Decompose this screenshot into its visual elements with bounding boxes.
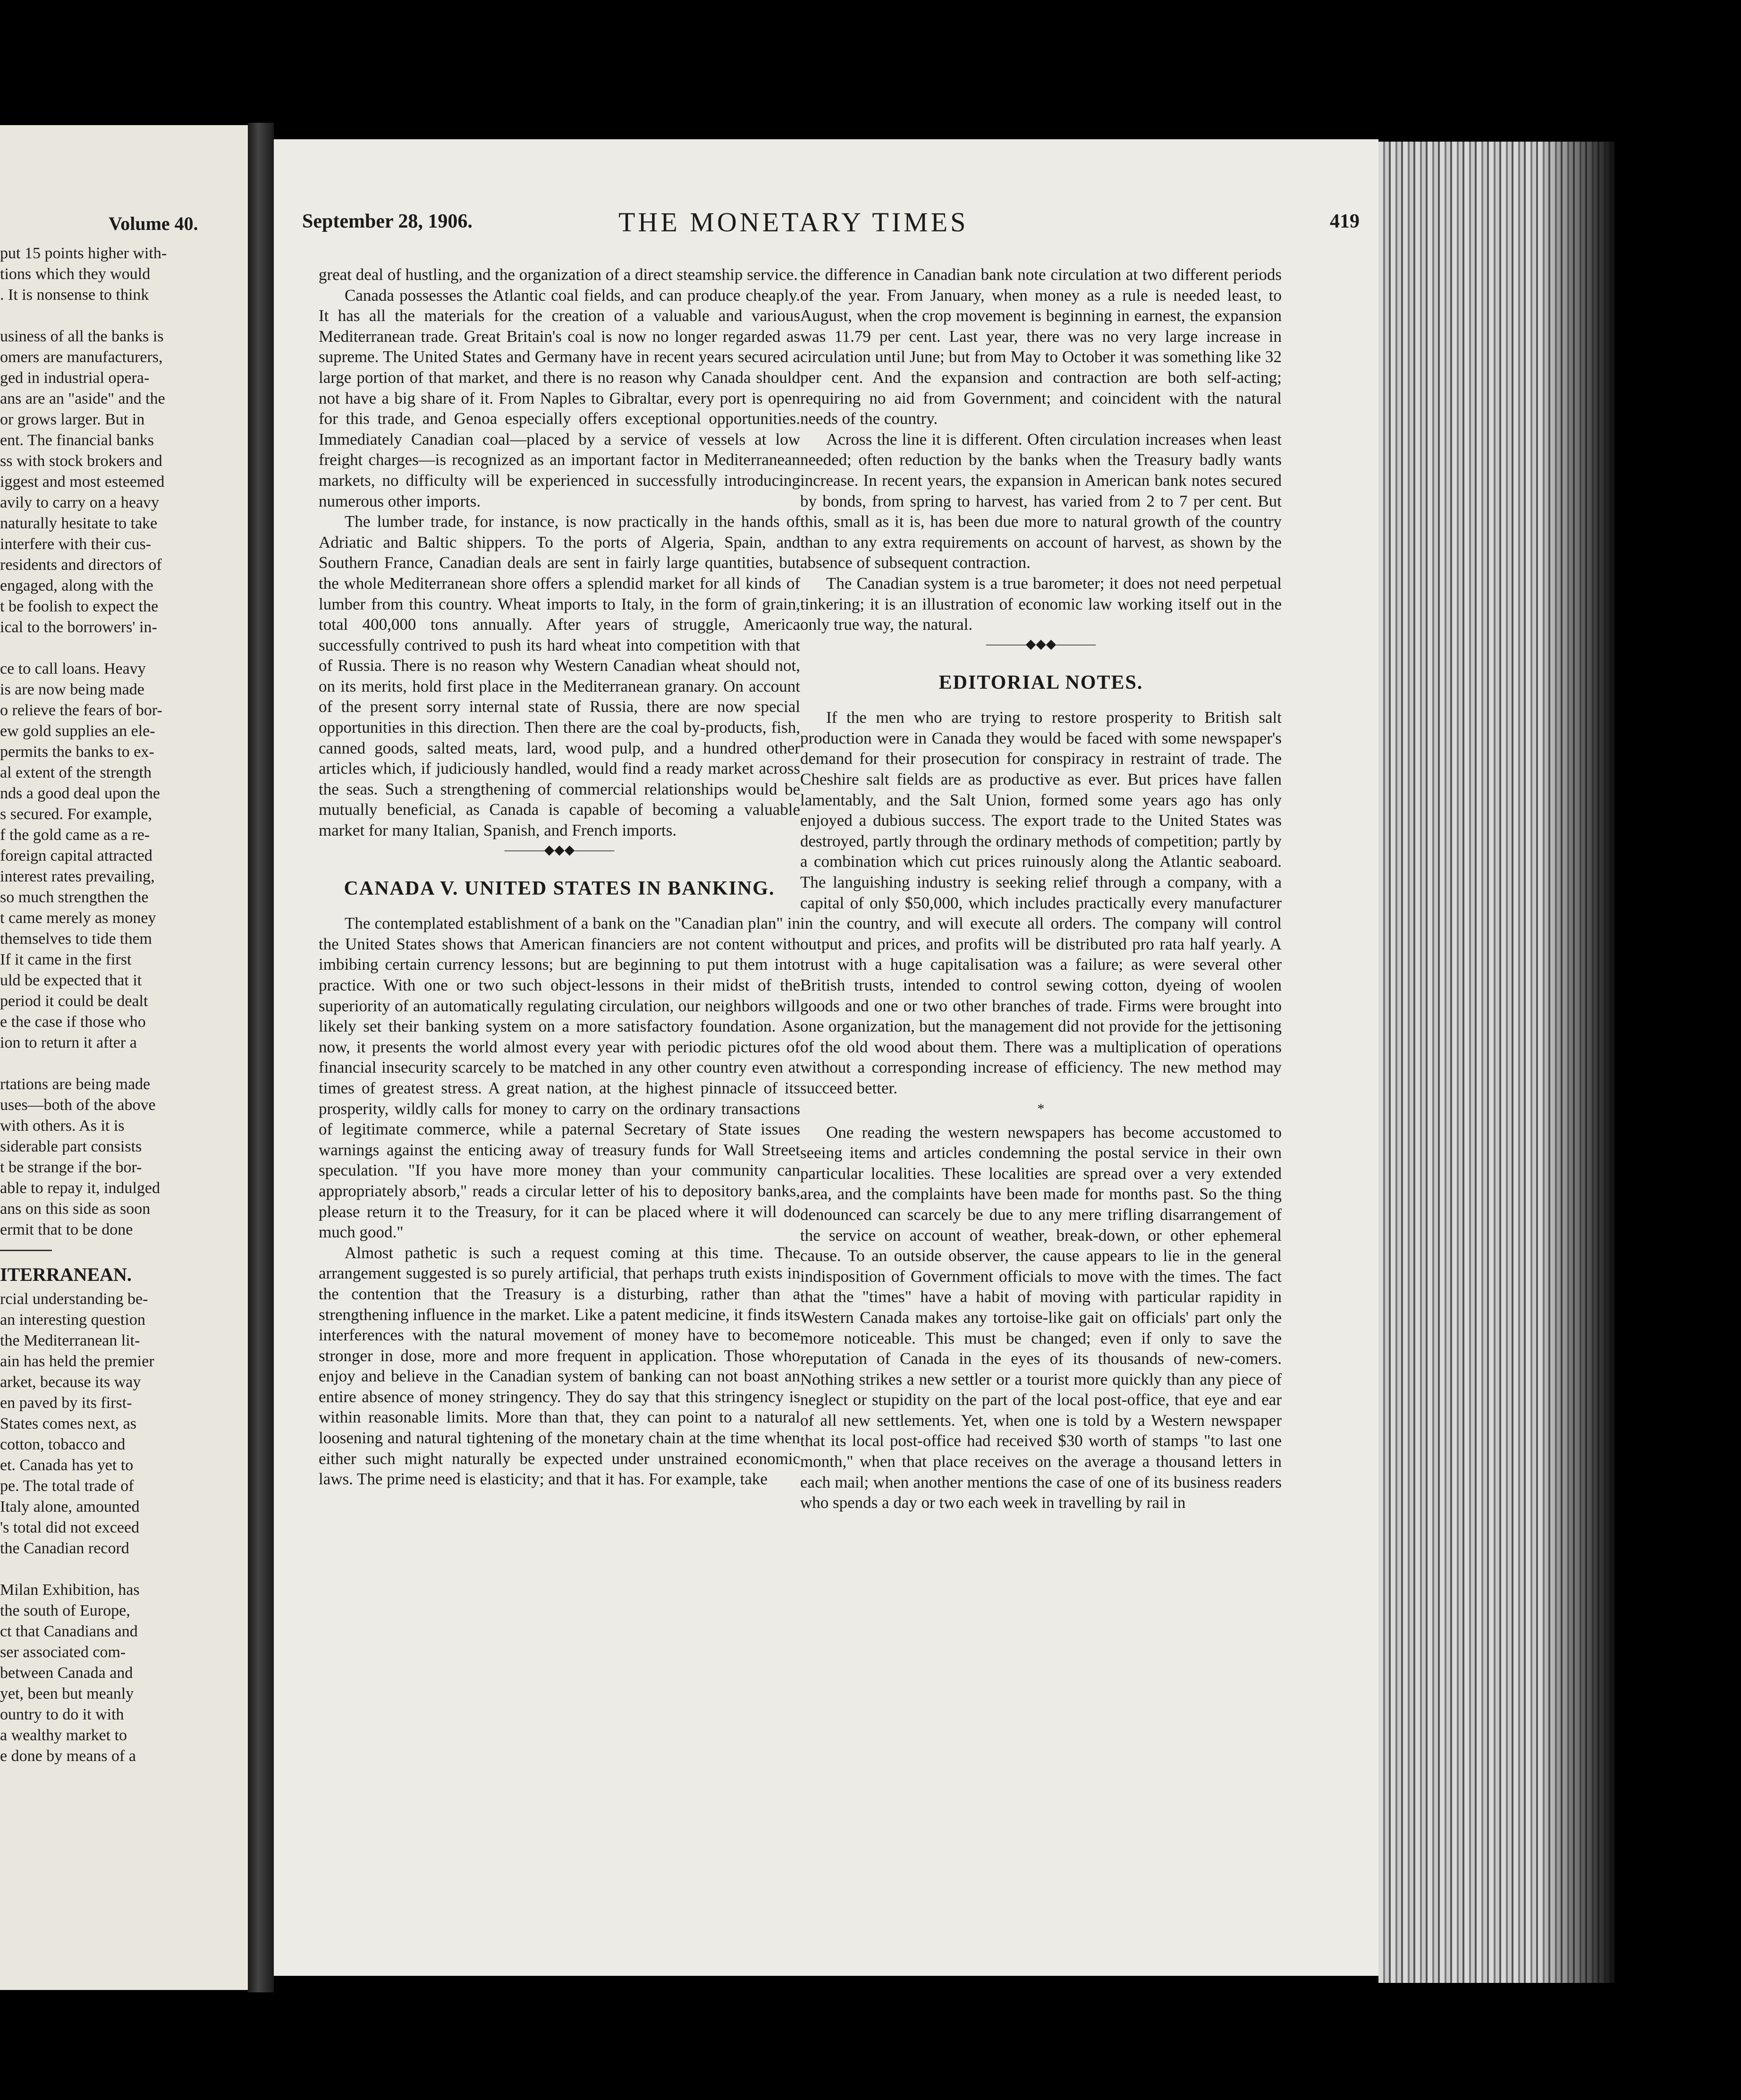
left-page-rule [0, 1250, 52, 1251]
left-page-line: foreign capital attracted [0, 847, 152, 864]
left-page-line [0, 305, 236, 326]
left-page-line: interfere with their cus- [0, 535, 152, 553]
left-page-line: permits the banks to ex- [0, 743, 154, 761]
left-page-line: f the gold came as a re- [0, 826, 150, 844]
left-page-line: rtations are being made [0, 1075, 151, 1093]
left-page-line: a wealthy market to [0, 1727, 127, 1744]
left-page-line: uses—both of the above [0, 1096, 156, 1114]
left-page-line: ical to the borrowers' in- [0, 618, 157, 636]
paragraph: The contemplated establishment of a bank on the "Canadian plan" in the United States shows that American financiers are not content with imbibing certain currency lessons; but are beginning to put them into practice. With one or two such object-lessons in their midst of the superiority of an automatically regulating circulation, our neighbors will likely set their banking system on a more satisfactory foundation. As now, it presents the world almost every year with periodic pictures of financial insecurity scarcely to be matched in any other country even at times of greatest stress. A great nation, at the highest pinnacle of its prosperity, wildly calls for money to carry on the ordinary transactions of legitimate commerce, while a paternal Secretary of State issues warnings against the enticing away of treasury funds for Wall Street speculation. "If you have more money than your community can appropriately absorb," reads a circular letter of his to depository banks, please return it to the Treasury, for it can be placed where it will do much good." [319, 914, 800, 1242]
paragraph: The lumber trade, for instance, is now practically in the hands of Adriatic and Baltic shippers. To the ports of Algeria, Spain, and Southern France, Canadian deals are sent in fairly large quantities, but the whole Mediterranean shore offers a splendid market for all kinds of lumber from this country. Wheat imports to Italy, in the form of grain, total 400,000 tons annually. After years of struggle, America successfully contrived to push its hard wheat into competition with that of Russia. There is no reason why Western Canadian wheat should not, on its merits, hold first place in the Mediterranean granary. On account of the present sorry internal state of Russia, there are now special opportunities in this direction. Then there are the coal by-products, fish, canned goods, salted meats, lard, wood pulp, and a hundred other articles which, if judiciously handled, would find a ready market across the seas. Such a strengthening of commercial relationships would be mutually beneficial, as Canada is capable of becoming a valuable market for many Italian, Spanish, and French imports. [319, 512, 800, 840]
left-page-line: is are now being made [0, 681, 144, 698]
left-page-line: usiness of all the banks is [0, 328, 164, 345]
right-page [274, 139, 1378, 1976]
left-page-line: ermit that to be done [0, 1221, 133, 1238]
left-page-line: s secured. For example, [0, 805, 152, 823]
paragraph: the difference in Canadian bank note circulation at two different periods of the year. From January, when money as a rule is needed least, to August, when the crop movement is beginning in earnest, the expansion was 11.79 per cent. Last year, there was no very large increase in circulation until June; but from May to October it was something like 32 per cent. And the expansion and contraction are both self-acting; requiring no aid from Government; and coincident with the natural needs of the country. [800, 265, 1282, 428]
section-heading: EDITORIAL NOTES. [938, 671, 1143, 694]
left-page-line: pe. The total trade of [0, 1477, 134, 1495]
left-page-line: naturally hesitate to take [0, 515, 158, 532]
left-page-line: the Mediterranean lit- [0, 1332, 140, 1349]
left-page-line: themselves to tide them [0, 930, 152, 948]
left-page-line: Milan Exhibition, has [0, 1581, 140, 1599]
left-page-line: ain has held the premier [0, 1353, 154, 1370]
paragraph: great deal of hustling, and the organization of a direct steamship service. [319, 265, 798, 284]
left-page-line: tions which they would [0, 265, 151, 283]
article-heading: CANADA V. UNITED STATES IN BANKING. [344, 877, 775, 899]
paragraph: One reading the western newspapers has become accustomed to seeing items and articles condemning the postal service in their own particular localities. These localities are spread over a very extended area, and the complaints have been made for months past. So the thing denounced can scarcely be due to any mere trifling disarrangement of the service on account of weather, break-down, or other ephemeral cause. To an outside observer, the cause appears to lie in the general indisposition of Government officials to move with the times. The fact that the "times" have a habit of moving with particular rapidity in Western Canada makes any tortoise-like gait on officials' part only the more noticeable. This must be changed; even if only to save the reputation of Canada in the eyes of its thousands of new-comers. Nothing strikes a new settler or a tourist more quickly than any piece of neglect or stupidity on the part of the local post-office, that eye and ear of all new settlements. Yet, when one is told by a Western newspaper that its local post-office had received $30 worth of stamps "to last one month," when that place receives on the average a thousand letters in each mail; when another mentions the case of one of its business readers who spends a day or two each week in travelling by rail in [800, 1123, 1282, 1512]
paragraph: The Canadian system is a true barometer; it does not need perpetual tinkering; it is an illustration of economic law working itself out in the only true way, the natural. [800, 574, 1282, 634]
column-1 [319, 264, 800, 1490]
left-page-line: ser associated com- [0, 1643, 126, 1661]
left-page-line: en paved by its first- [0, 1394, 132, 1412]
left-page-line: 's total did not exceed [0, 1519, 140, 1536]
paragraph: Across the line it is different. Often circulation increases when least needed; often reduction by the banks when the Treasury badly wants increase. In recent years, the expansion in American bank notes secured by bonds, from spring to harvest, has varied from 2 to 7 per cent. But this, small as it is, has been due more to natural growth of the country than to any extra requirements on account of harvest, as shown by the absence of subsequent contraction. [800, 430, 1282, 572]
left-page-line: o relieve the fears of bor- [0, 702, 162, 719]
ornament: ———◆◆◆——— [986, 636, 1096, 652]
left-page [0, 125, 251, 1990]
left-page-line: between Canada and [0, 1664, 133, 1682]
left-page-line: uld be expected that it [0, 972, 142, 989]
book-page-edges [1378, 142, 1614, 1983]
left-page-line: residents and directors of [0, 556, 162, 574]
left-page-line: the south of Europe, [0, 1602, 130, 1619]
left-page-line: e the case if those who [0, 1013, 146, 1031]
left-page-line: interest rates prevailing, [0, 868, 155, 885]
separator-mark: * [1037, 1101, 1045, 1117]
left-page-line: able to repay it, indulged [0, 1179, 160, 1197]
left-page-line: engaged, along with the [0, 577, 153, 594]
left-page-line: ct that Canadians and [0, 1623, 138, 1640]
left-page-line: States comes next, as [0, 1415, 136, 1432]
page-number: 419 [1330, 211, 1360, 232]
left-page-line: siderable part consists [0, 1138, 142, 1155]
left-page-line: ged in industrial opera- [0, 369, 150, 387]
left-page-line: ss with stock brokers and [0, 452, 162, 470]
left-page-line: avily to carry on a heavy [0, 494, 160, 511]
left-page-line [0, 638, 236, 659]
ornament: ———◆◆◆——— [504, 842, 615, 857]
left-page-line: e done by means of a [0, 1747, 136, 1765]
left-page-line: t came merely as money [0, 909, 156, 927]
left-page-line: al extent of the strength [0, 764, 152, 781]
left-page-line: yet, been but meanly [0, 1685, 134, 1702]
left-page-line: omers are manufacturers, [0, 348, 163, 366]
left-page-line: put 15 points higher with- [0, 245, 167, 262]
header-title: THE MONETARY TIMES [618, 207, 969, 237]
left-page-line: ew gold supplies an ele- [0, 722, 155, 740]
left-page-line [0, 1053, 236, 1074]
paragraph: Canada possesses the Atlantic coal fields, and can produce cheaply. It has all the materials for the creation of a valuable and various Mediterranean trade. Great Britain's coal is now no longer regarded as supreme. The United States and Germany have in recent years secured a large portion of that market, and there is no reason why Canada should not have a big share of it. From Naples to Gibraltar, every port is open for this trade, and Genoa especially offers exceptional opportunities. Immediately Canadian coal—placed by a service of vessels at low freight charges—is recognized as an important factor in Mediterranean markets, no difficulty will be experienced in successfully introducing numerous other imports. [319, 286, 800, 510]
left-page-text [0, 243, 236, 1767]
left-page-line: rcial understanding be- [0, 1290, 148, 1308]
left-page-line: ans are an "aside" and the [0, 390, 165, 407]
page-header [302, 207, 1360, 238]
left-page-line: ountry to do it with [0, 1706, 124, 1723]
left-page-line: or grows larger. But in [0, 411, 145, 428]
paragraph: If the men who are trying to restore prosperity to British salt production were in Canada they would be faced with some newspaper's demand for their prosecution for conspiracy in restraint of trade. The Cheshire salt fields are as productive as ever. But prices have fallen lamentably, and the Salt Union, formed some years ago has only enjoyed a dubious success. The export trade to the United States was destroyed, partly through the ordinary methods of competition; partly by a combination which cut prices ruinously along the Atlantic seaboard. The languishing industry is seeking relief through a company, with a capital of only $50,000, which includes practically every manufacturer in the country, and will execute all orders. The company will control output and prices, and profits will be distributed pro rata half yearly. A trust with a huge capitalisation was a failure; as were several other British trusts, intended to control sewing cotton, dyeing of woolen goods and one or two other branches of trade. Firms were brought into one organization, but the management did not provide for the jettisoning of the old wood about them. There was a multiplication of operations without a corresponding increase of efficiency. The new method may succeed better. [800, 708, 1282, 1097]
left-page-line: . It is nonsense to think [0, 286, 149, 304]
column-2 [800, 264, 1282, 1513]
left-page-line: ce to call loans. Heavy [0, 660, 146, 677]
left-page-line [0, 1559, 236, 1580]
paragraph: Almost pathetic is such a request coming at this time. The arrangement suggested is so purely artificial, that perhaps truth exists in the contention that the Treasury is a disturbing, rather than a strengthening influence in the market. Like a patent medicine, it finds its interferences with the natural movement of money have to become stronger in dose, more and more frequent in application. Those who enjoy and believe in the Canadian system of banking can not boast an entire absence of money stringency. They do say that this stringency is within reasonable limits. More than that, they can point to a natural loosening and natural tightening of the monetary chain at the time when either such might naturally be expected under unstrained economic laws. The prime need is elasticity; and that it has. For example, take [319, 1243, 800, 1489]
left-page-line: ent. The financial banks [0, 432, 154, 449]
left-page-line: arket, because its way [0, 1373, 141, 1391]
book-gutter [248, 123, 274, 1992]
left-page-line: with others. As it is [0, 1117, 125, 1135]
left-page-line: the Canadian record [0, 1540, 129, 1557]
left-page-line: ion to return it after a [0, 1034, 137, 1051]
left-page-line: et. Canada has yet to [0, 1456, 134, 1474]
header-date: September 28, 1906. [302, 211, 473, 232]
left-page-line: nds a good deal upon the [0, 785, 160, 802]
left-page-line: t be strange if the bor- [0, 1159, 142, 1176]
left-page-line: iggest and most esteemed [0, 473, 165, 491]
left-page-line: so much strengthen the [0, 889, 149, 906]
left-page-line: Italy alone, amounted [0, 1498, 140, 1516]
left-page-line: t be foolish to expect the [0, 598, 159, 615]
left-page-line: an interesting question [0, 1311, 145, 1329]
left-page-line: ans on this side as soon [0, 1200, 151, 1218]
left-page-line: If it came in the first [0, 951, 132, 968]
left-page-line: period it could be dealt [0, 992, 148, 1010]
left-page-heading: ITERRANEAN. [0, 1264, 132, 1285]
left-page-volume: Volume 40. [109, 213, 198, 234]
left-page-line: cotton, tobacco and [0, 1436, 126, 1453]
